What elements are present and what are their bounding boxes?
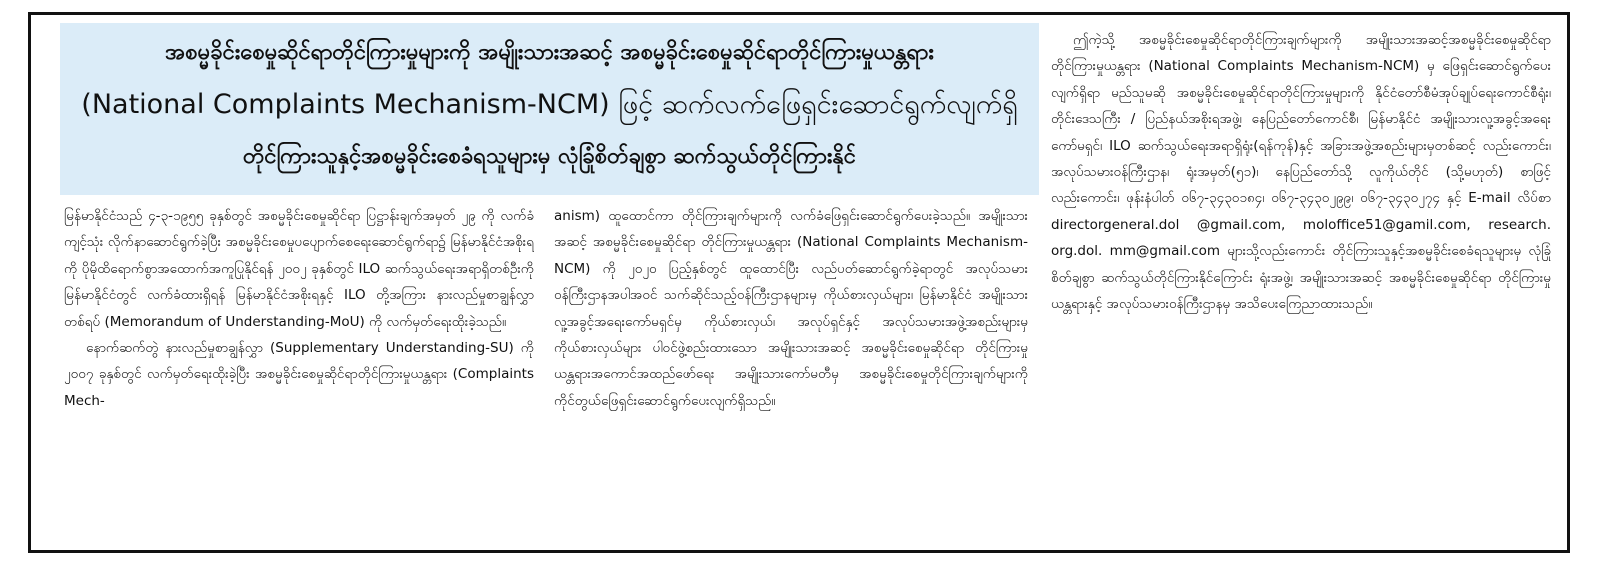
column-2-paragraph-1: anism) ထူထောင်ကာ တိုင်ကြားချက်များကို လက်ခံဖြေရှင်းဆောင်ရွက်ပေးခဲ့သည်။ အမျိုးသားအဆင့် အစမ္မခိုင်းစေမှုဆိုင်ရာ တိုင်ကြားမှုယန္တရား (National Complaints Mechanism-NCM) ကို ၂၀၂၀ ပြည့်နှစ်တွင် ထူထောင်ပြီး လည်ပတ်ဆောင်ရွက်ခဲ့ရာတွင် အလုပ်သမားဝန်ကြီးဌာနအပါအဝင် သက်ဆိုင်သည့်ဝန်ကြီးဌာနများမှ ကိုယ်စားလှယ်များ၊ မြန်မာနိုင်ငံ အမျိုးသားလူ့အခွင့်အရေးကော်မရှင်မှ ကိုယ်စားလှယ်၊ အလုပ်ရှင်နှင့် အလုပ်သမားအဖွဲ့အစည်းများမှ ကိုယ်စားလှယ်များ ပါဝင်ဖွဲ့စည်းထားသော အမျိုးသားအဆင့် အစမ္မခိုင်းစေမှုဆိုင်ရာ တိုင်ကြားမှုယန္တရားအကောင်အထည်ဖော်ရေး အမျိုးသားကော်မတီမှ အစမ္မခိုင်းစေမှုတိုင်ကြားချက်များကို ကိုင်တွယ်ဖြေရှင်းဆောင်ရွက်ပေးလျက်ရှိသည်။ bbox=[554, 208, 1028, 409]
article-column-1 bbox=[64, 203, 534, 549]
column-3-paragraph-1: ဤကဲ့သို့ အစမ္မခိုင်းစေမှုဆိုင်ရာတိုင်ကြားချက်များကို အမျိုးသားအဆင့်အစမ္မခိုင်းစေမှုဆိုင်ရာတိုင်ကြားမှုယန္တရား (National Complaints Mechanism-NCM) မှ ဖြေရှင်းဆောင်ရွက်ပေးလျက်ရှိရာ မည်သူမဆို အစမ္မခိုင်းစေမှုဆိုင်ရာတိုင်ကြားမှုများကို နိုင်ငံတော်စီမံအုပ်ချုပ်ရေးကောင်စီရုံး၊ တိုင်းဒေသကြီး / ပြည်နယ်အစိုးရအဖွဲ့၊ နေပြည်တော်ကောင်စီ၊ မြန်မာနိုင်ငံ အမျိုးသားလူ့အခွင့်အရေးကော်မရှင်၊ ILO ဆက်သွယ်ရေးအရာရှိရုံး(ရန်ကုန်)နှင့် အခြားအဖွဲ့အစည်းများမှတစ်ဆင့် လည်းကောင်း၊ အလုပ်သမားဝန်ကြီးဌာန၊ ရုံးအမှတ်(၅၁)၊ နေပြည်တော်သို့ လူကိုယ်တိုင် (သို့မဟုတ်) စာဖြင့် လည်းကောင်း၊ ဖုန်းနံပါတ် ၀၆၇-၃၄၃၀၁၈၄၊ ၀၆၇-၃၄၃၀၂၉၉၊ ၀၆၇-၃၄၃၀၂၇၄ နှင့် E-mail လိပ်စာ directorgeneral.dol @gmail.com, moloffice51@gamil.com, research. org.dol. mm@gmail.com များသို့လည်းကောင်း တိုင်ကြားသူနှင့်အစမ္မခိုင်းစေခံရသူများမှ လုံခြုံစိတ်ချစွာ ဆက်သွယ်တိုင်ကြားနိုင်ကြောင်း ရုံးအဖွဲ့၊ အမျိုးသားအဆင့် အစမ္မခိုင်းစေမှုဆိုင်ရာ တိုင်ကြားမှုယန္တရားနှင့် အလုပ်သမားဝန်ကြီးဌာနမှ အသိပေးကြေညာထားသည်။ bbox=[1051, 32, 1551, 313]
headline-line-3: တိုင်ကြားသူနှင့်အစမ္မခိုင်းစေခံရသူများမှ လုံခြုံစိတ်ချစွာ ဆက်သွယ်တိုင်ကြားနိုင် bbox=[242, 144, 856, 169]
column-1-paragraph-2: နောက်ဆက်တွဲ နားလည်မှုစာချွန်လွှာ (Supplementary Understanding-SU) ကို ၂၀၀၇ ခုနှစ်တွင် လက်မှတ်ရေးထိုးခဲ့ပြီး အစမ္မခိုင်းစေမှုဆိုင်ရာတိုင်ကြားမှုယန္တရား (Complaints Mech- bbox=[64, 340, 534, 409]
headline-box bbox=[60, 23, 1039, 195]
article-column-3 bbox=[1051, 27, 1551, 547]
news-article-frame bbox=[28, 12, 1570, 553]
column-1-paragraph-1: မြန်မာနိုင်ငံသည် ၄-၃-၁၉၅၅ ခုနှစ်တွင် အစမ္မခိုင်းစေမှုဆိုင်ရာ ပြဋ္ဌာန်းချက်အမှတ် ၂၉ ကို လက်ခံကျင့်သုံး လိုက်နာဆောင်ရွက်ခဲ့ပြီး အစမ္မခိုင်းစေမှုပပျောက်စေရေးဆောင်ရွက်ရာ၌ မြန်မာနိုင်ငံအစိုးရကို ပိုမိုထိရောက်စွာအထောက်အကူပြုနိုင်ရန် ၂၀၀၂ ခုနှစ်တွင် ILO ဆက်သွယ်ရေးအရာရှိတစ်ဦးကို မြန်မာနိုင်ငံတွင် လက်ခံထားရှိရန် မြန်မာနိုင်ငံအစိုးရနှင့် ILO တို့အကြား နားလည်မှုစာချွန်လွှာတစ်ရပ် (Memorandum of Understanding-MoU) ကို လက်မှတ်ရေးထိုးခဲ့သည်။ bbox=[64, 208, 534, 330]
headline-line-2: (National Complaints Mechanism-NCM) ဖြင့် ဆက်လက်ဖြေရှင်းဆောင်ရွက်လျက်ရှိ bbox=[81, 89, 1018, 120]
headline-line-1: အစမ္မခိုင်းစေမှုဆိုင်ရာတိုင်ကြားမှုများကို အမျိုးသားအဆင့် အစမ္မခိုင်းစေမှုဆိုင်ရာတိုင်ကြားမှုယန္တရား bbox=[165, 40, 934, 65]
article-column-2 bbox=[554, 203, 1028, 549]
